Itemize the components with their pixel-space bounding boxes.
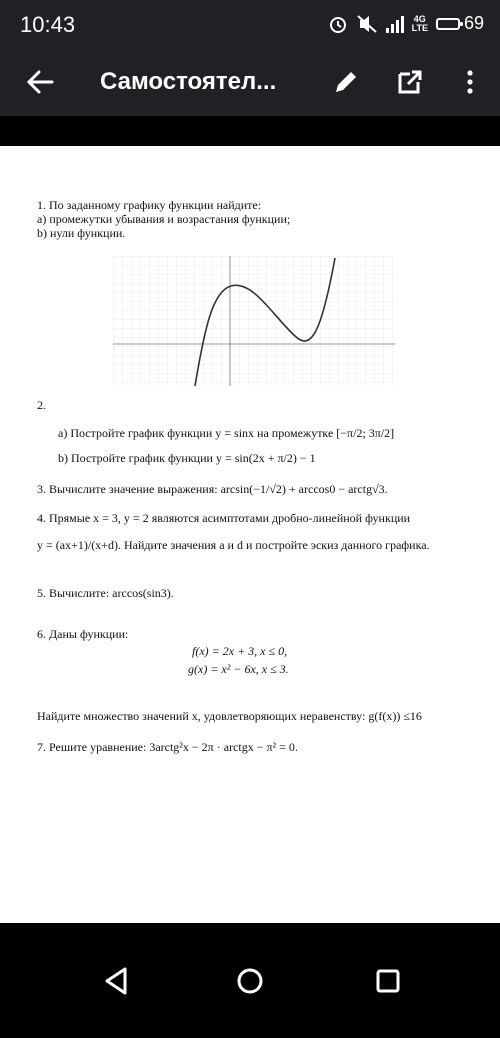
battery-icon <box>436 13 484 34</box>
document-page <box>0 146 500 923</box>
nav-recents-icon[interactable] <box>368 961 408 1001</box>
q5-text: 5. Вычислите: arccos(sin3). <box>37 586 174 600</box>
top-gap <box>0 116 500 146</box>
q6-inequality: Найдите множество значений x, удовлетворяющих неравенству: g(f(x)) ≤16 <box>37 709 422 723</box>
network-type: 4G LTE <box>411 13 428 33</box>
status-icons <box>328 13 484 34</box>
back-arrow-icon[interactable] <box>22 64 58 100</box>
navigation-bar <box>0 923 500 1038</box>
open-external-icon[interactable] <box>394 66 426 98</box>
q7-text: 7. Решите уравнение: 3arctg²x − 2π · arctgx − π² = 0. <box>37 740 298 754</box>
document-title: Самостоятел... <box>100 68 277 95</box>
q4-line2: y = (ax+1)/(x+d). Найдите значения a и d и постройте эскиз данного графика. <box>37 538 430 552</box>
app-bar <box>0 50 500 116</box>
q1-line1: 1. По заданному графику функции найдите: <box>37 198 262 212</box>
nav-home-icon[interactable] <box>230 961 270 1001</box>
q1-line3: b) нули функции. <box>37 226 126 240</box>
q6-f: f(x) = 2x + 3, x ≤ 0, <box>192 644 288 658</box>
q2-part-b: b) Постройте график функции y = sin(2x + π/2) − 1 <box>58 451 316 465</box>
edit-pencil-icon[interactable] <box>330 66 362 98</box>
q2-number: 2. <box>37 398 46 412</box>
mute-icon <box>356 14 378 34</box>
q3-text: 3. Вычислите значение выражения: arcsin(−1/√2) + arccos0 − arctg√3. <box>37 482 388 496</box>
status-time: 10:43 <box>20 12 76 37</box>
signal-icon <box>386 15 404 33</box>
function-graph <box>113 256 395 386</box>
q1-line2: а) промежутки убывания и возрастания функции; <box>37 212 291 226</box>
q2-part-a: a) Постройте график функции y = sinx на промежутке [−π/2; 3π/2] <box>58 426 395 440</box>
alarm-icon <box>328 14 348 34</box>
nav-back-icon[interactable] <box>97 961 137 1001</box>
q4-line1: 4. Прямые x = 3, y = 2 являются асимптотами дробно-линейной функции <box>37 511 411 525</box>
q6-g: g(x) = x² − 6x, x ≤ 3. <box>188 662 289 676</box>
q6-text: 6. Даны функции: <box>37 627 129 641</box>
status-bar <box>0 0 500 50</box>
battery-level: 69 <box>463 13 484 33</box>
more-vert-icon[interactable] <box>454 66 486 98</box>
